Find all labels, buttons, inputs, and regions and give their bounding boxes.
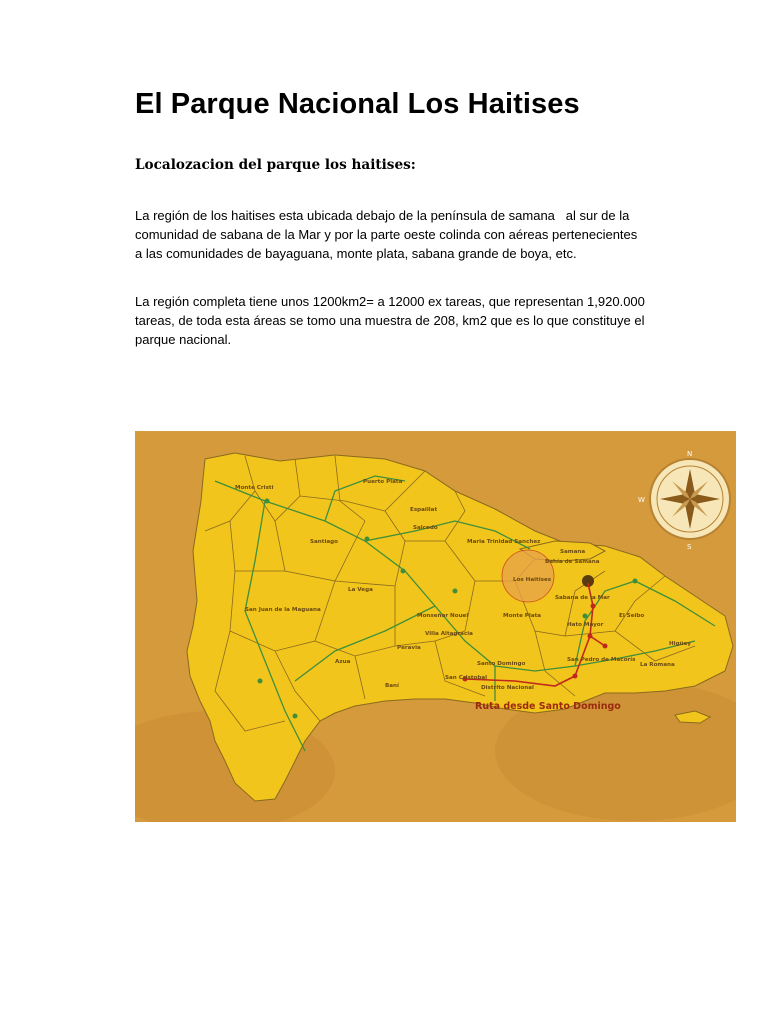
label-monte-plata: Monte Plata xyxy=(503,613,542,619)
paragraph-area: La región completa tiene unos 1200km2= a 12000 ex tareas, que representan 1,920.000 tareas, de toda esta áreas se tomo una muestra de 208, km2 que es lo que constituye el parque nacional. xyxy=(135,294,649,347)
label-santiago: Santiago xyxy=(310,539,338,545)
label-san-cristobal: San Cristobal xyxy=(445,675,488,681)
label-san-pedro: San Pedro de Macorís xyxy=(567,657,636,663)
label-el-seibo: El Seibo xyxy=(619,613,645,619)
map-svg xyxy=(135,431,736,822)
compass-north: N xyxy=(687,450,693,458)
label-salcedo: Salcedo xyxy=(413,525,438,531)
label-villa-altagracia: Villa Altagracia xyxy=(425,631,473,637)
label-los-haitises: Los Haitises xyxy=(513,577,552,583)
label-monsenor-nouel: Monseñor Nouel xyxy=(417,613,469,619)
route-caption: Ruta desde Santo Domingo xyxy=(475,701,621,712)
compass-west: W xyxy=(638,496,645,504)
label-sabana-de-la-mar: Sabana de la Mar xyxy=(555,595,610,601)
label-distrito-nacional: Distrito Nacional xyxy=(481,685,534,691)
label-peravia: Peravia xyxy=(397,645,421,651)
page-title: El Parque Nacional Los Haitises xyxy=(135,88,580,120)
label-san-juan: San Juan de la Maguana xyxy=(245,607,321,613)
label-santo-domingo: Santo Domingo xyxy=(477,661,526,667)
compass-south: S xyxy=(687,543,692,551)
label-maria-trinidad-sanchez: Maria Trinidad Sanchez xyxy=(467,539,541,545)
paragraph-location: La región de los haitises esta ubicada debajo de la península de samana al sur de la comunidad de sabana de la Mar y por la parte oeste colinda con aéreas pertenecientes a las comunidades de bayaguana, monte plata, sabana grande de boya, etc. xyxy=(135,208,641,261)
label-la-romana: La Romana xyxy=(640,662,675,668)
label-bahia-de-samana: Bahía de Samana xyxy=(545,559,600,565)
park-location-map xyxy=(135,431,736,822)
los-haitises-highlight xyxy=(502,550,554,602)
section-heading: Localozacion del parque los haitises: xyxy=(135,157,416,173)
label-azua: Azua xyxy=(335,659,351,665)
label-samana: Samana xyxy=(560,549,586,555)
label-higuey: Higüey xyxy=(669,641,692,647)
label-puerto-plata: Puerto Plata xyxy=(363,479,403,485)
label-la-vega: La Vega xyxy=(348,587,373,593)
label-espaillat: Espaillat xyxy=(410,507,438,513)
label-hato-mayor: Hato Mayor xyxy=(567,622,604,628)
label-bani: Baní xyxy=(385,683,399,689)
label-monte-cristi: Monte Cristi xyxy=(235,485,274,491)
